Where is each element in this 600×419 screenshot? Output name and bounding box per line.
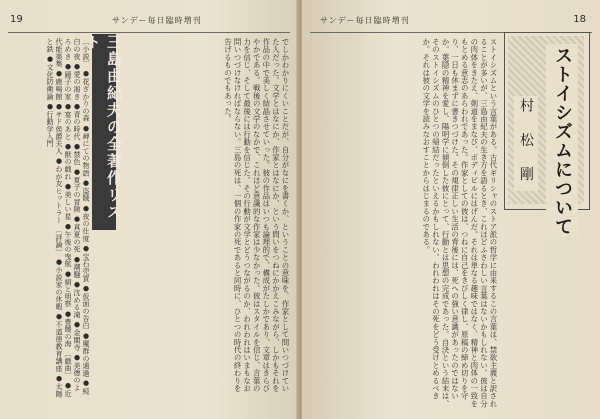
right-page <box>302 0 600 419</box>
left-body-text: でしかわかりにくいことだが、自分がなにを書くか、ということの意味を、作家として問いつづけていた人だった。文学とはなにか、作家とはなにか、という問いをつねにかかえこみながら、しかもそれを作品の中で美しく結晶させていった。彼の作品はいつも論理的で、構成がたしかであり、文章はきらびやかである。戦後の文学のなかで、これほど意識的な作家は少なかった。彼はスタイルを信じ、言葉の力を信じ、そして最後には行動を信じた。その行動が文学とどうつながるのか、われわれはいまもなお問いつづけなければならない。三島の死は、一個の作家の死であると同時に、ひとつの時代の終わりを告げるものでもあった。 <box>223 38 290 393</box>
left-page <box>0 0 298 419</box>
left-page-header <box>8 10 290 33</box>
right-body-text: ストイシズムという言葉がある。古代ギリシャのストア派の哲学に由来するこの言葉は、禁欲主義と訳されることが多いが、三島由紀夫の生き方を語るとき、これほどふさわしい言葉はないかもしれない。彼は自分の肉体をきたえ、剣道をまなび、ボディビルにはげんだ。それは単なる趣味ではなく、精神と肉体の一致をもとめる意志のあらわれであった。作家としての彼は、つねに自己をきびしく律し、原稿の締め切りを守り、一日も休まずに書きつづけた。その規律正しい生活の背後には、死への強い意識があったのではないか。葉隠の精神を愛し、陽明学に傾倒した彼にとって、行動とは思想の完成であった。自決という結末は、そのストイシズムのひとつの帰結だったといえるかもしれない。われわれはその死をどう受けとめるべきか。それは彼の文学を読みなおすことからはじまるのである。 <box>421 38 498 408</box>
article-title: ストイシズムについて <box>546 44 578 238</box>
article-author: 村 松 剛 <box>514 96 538 191</box>
right-page-header <box>310 10 592 33</box>
left-page-number: 19 <box>10 14 23 25</box>
right-running-header: サンデー毎日臨時増刊 <box>320 16 410 25</box>
right-page-number: 18 <box>573 14 586 25</box>
works-list: 〔小説〕 ●花ざかりの森 ●岬にての物語 ●盗賊 ●夜の仕度 ●宝石売買 ●仮面の告白 ●魔群の通過 ●純白の夜 ●愛の渇き ●青の時代 ●禁色 ●夏子の冒険 ●真夏の死 ●潮騒 ●沈める滝 ●金閣寺 ●美徳のよろめき ●鏡子の家 ●宴のあと ●獣の戯れ ●美しい星 ●午後の曳航 ●絹と明察 ●豊饒の海 〔戯曲〕 ●近代能楽集 ●鹿鳴館 ●サド侯爵夫人 ●わが友ヒットラー 〔評論〕 ●小説家の休暇 ●不道徳教育講座 ●太陽と鉄 ●文化防衛論 ●行動学入門 <box>46 38 90 398</box>
left-running-header: サンデー毎日臨時増刊 <box>112 16 202 25</box>
list-banner-title: 三島由紀夫の全著作リスト <box>92 34 116 230</box>
